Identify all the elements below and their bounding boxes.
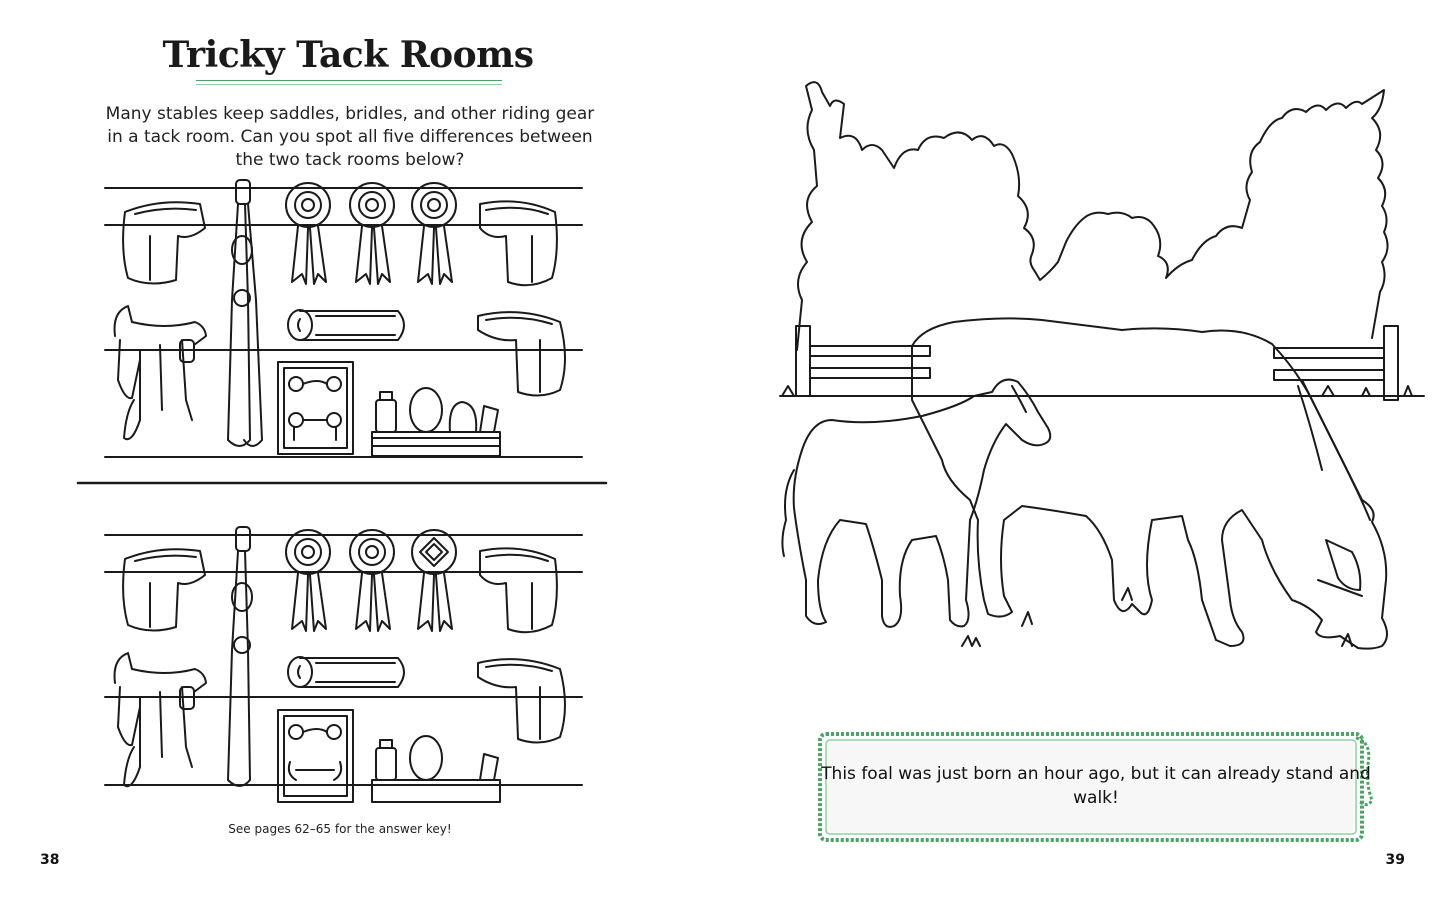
answer-key-note: See pages 62–65 for the answer key!: [228, 822, 452, 836]
fun-fact-text: This foal was just born an hour ago, but it can already stand and walk!: [821, 764, 1371, 808]
ribbon-icon: [350, 530, 394, 631]
saddle-icon: [123, 202, 205, 283]
page-number-right: 39: [1385, 852, 1405, 868]
right-page: [722, 0, 1445, 902]
saddle-icon: [478, 312, 565, 395]
foal-icon: [794, 380, 1051, 627]
blanket-icon: [288, 657, 404, 687]
ribbon-icon: [412, 183, 456, 284]
saddle-icon: [478, 659, 565, 742]
tack-room-top: [78, 180, 606, 483]
saddle-icon: [115, 306, 206, 439]
left-page: [0, 0, 722, 902]
ribbon-icon: [412, 530, 456, 631]
saddle-icon: [480, 548, 557, 632]
bits-board-icon: [278, 362, 353, 454]
page-number-left: 38: [40, 852, 60, 868]
ribbon-icon: [350, 183, 394, 284]
ribbon-icon: [286, 530, 330, 631]
blanket-icon: [288, 310, 404, 340]
page-title: Tricky Tack Rooms: [162, 34, 534, 76]
bridle-icon: [228, 180, 262, 446]
grooming-box-icon: [372, 736, 500, 802]
saddle-icon: [115, 653, 206, 786]
grooming-box-icon: [372, 388, 500, 456]
tack-room-bottom: [105, 527, 582, 802]
bridle-icon: [228, 527, 252, 786]
saddle-icon: [123, 549, 205, 630]
fence-icon: [780, 326, 1424, 400]
tree-icon: [797, 82, 1388, 350]
ribbon-icon: [286, 183, 330, 284]
horse-icon: [912, 318, 1387, 648]
tack-room-illustrations: [0, 0, 722, 902]
saddle-icon: [480, 201, 557, 285]
intro-text: Many stables keep saddles, bridles, and other riding gear in a tack room. Can you spot all five differences between the two tack rooms below?: [105, 104, 595, 170]
bits-board-icon: [278, 710, 353, 802]
